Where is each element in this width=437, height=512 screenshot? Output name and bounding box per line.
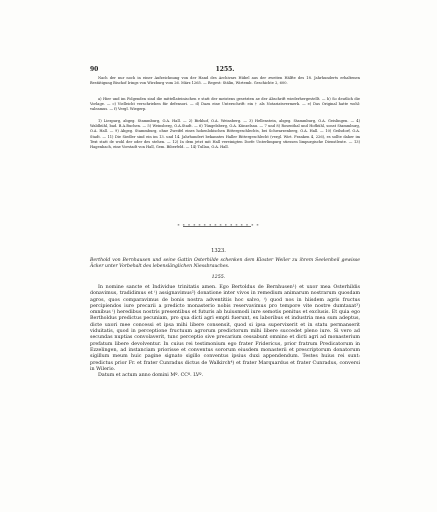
footnotes-letters xyxy=(90,97,360,115)
footnotes-numbered xyxy=(90,119,360,152)
prefatory-note: Nach der nur noch in einer Aufzeichnung von der Hand des Archivars Hübel aus der zweiten Hälfte des 18. Jahrhunderts erhaltenen Bestätigung Bischof Irings von Wirzburg vom 26. März 1265. — Regest: Stälin, Wirtemb. Geschichte 2, 600. xyxy=(90,76,360,86)
source-note xyxy=(90,76,360,88)
running-year: 1255. xyxy=(215,66,235,73)
document-regest: Berthold von Bernhausen und seine Gattin Osterhilde schenken dem Kloster Weiler zu ihrem Seelenheil gewisse Äcker unter Vorbehalt des lebenslänglichen Niessbrauches. xyxy=(90,258,360,270)
document-number: 1323. xyxy=(211,248,226,254)
charter-text xyxy=(90,285,360,379)
document-date: 1255. xyxy=(211,275,226,280)
footnote-numbered-text: 1) Liezpurg, abgeg. Stammburg, O.A. Hall. — 2) Birkhof, O.A. Weinsberg. — 3) Hellenstein, abgeg. Stammburg, O.A. Geislingen. — 4) Waldbühl, bad. B.A.Buchen. — 5) Weinsberg, O.A.Stadt. — 6) Tüngelsberg, O.A. Künzelsau. — 7 und 8) Rosenthal und Hofbühl, sonst Stammburg, O.A. Hall. — 9) Abgeg. Stammburg, ohne Zweifel eines hohenlohischen Rittergeschlechts, bei Schwarzenberg, O.A. Hall. — 10) Geilsdorf, O.A. Stadt. — 11) Die Siedler sind ein im 13. und 14. Jahrhundert bekanntes Haller Rittergeschlecht (vergl. Wirt. Franken 4, 226), es sollte daher im Text statt de wohl der oder des stehen. — 12) In dem jetzt mit Hall vereinigten Dorfe Unterlimpurg stiessen limpurgische Dienstleute. — 13) Hagenbach, eine Vorstadt von Hall, Gem. Biberfeld. — 14) Tullau, O.A. Hall. xyxy=(90,119,360,150)
charter-paragraph: In nomine sancte et Individue trinitatis amen. Ego Bertoldus de Bernhusen¹) et uxor mea Osterhildis donavimus, tradidimus et ⁱ) assignavimus²) donatione inter vivos in remedium animarum nostrarum quosdam agros, quos comparavimus de bonis nostra adventitiis hoc salvo, ⁱ) quod nos in hiisdem agris fructus percipiendos iure precarii a predicto monasterio nobis reservavimus pro tempore vite nostre dumtaxat³) omnibus ⁱ) heredibus nostris presentibus et futuris ab huiusmodi iure semotis penitus et exclusis. Et quia ego Bertholdus predictus pecuniam, pro qua dicti agri empti fuerunt, ex laboribus et industria mea sum adeptus, dicte uxori mee concessi et ipsa mihi libere consensit, quod si ipsa supervixerit et in statu permanserit viduitatis, quod in perceptione fructuum agrorum predictorum mihi libere succedet pleno iure. Si vero ad secundas nuptias convolaverit, tunc perceptio sive precarium cessabunt omnino et dicti agri ad monasterium prefatum libere devolventur. In cuius rei testimonium ego frater Fridericus, prior fratrum Predicatorum in Ezzelingen, ad instanciam priorisse et conventus sororum eiusdem monasterii et prescriptorum donatorum sigillum meum huic pagine signato sigillo conventus ipsius duxi appendendum. Testes huius rei sunt: predictus prior Fr. et frater Cunradus dictus de Walkirch⁴) et frater Marquardus et frater Cunradus, conversi in Wilerio. xyxy=(90,285,360,372)
charter-dating-clause: Datum et actum anno domini Mº. CCº. LVº. xyxy=(98,373,204,379)
page-number: 90 xyxy=(90,66,99,73)
separator-dots: * * * * * * * * * * * * * * * * xyxy=(177,223,260,228)
footnote-letters-text: a) Hier und im Folgenden sind die mittellateinischen e statt der meistens gesetzten ae der Abschrift wiederhergestellt. — b) So deutlich die Vorlage. — c) Vielleicht verschrieben für defensori. — d) Dazu eine Unterschrift: ein † als Notariatsvermerk. — e) Das Original hatte wohl: valeamus. — f) Vergl. Wiegerp. xyxy=(90,97,360,112)
